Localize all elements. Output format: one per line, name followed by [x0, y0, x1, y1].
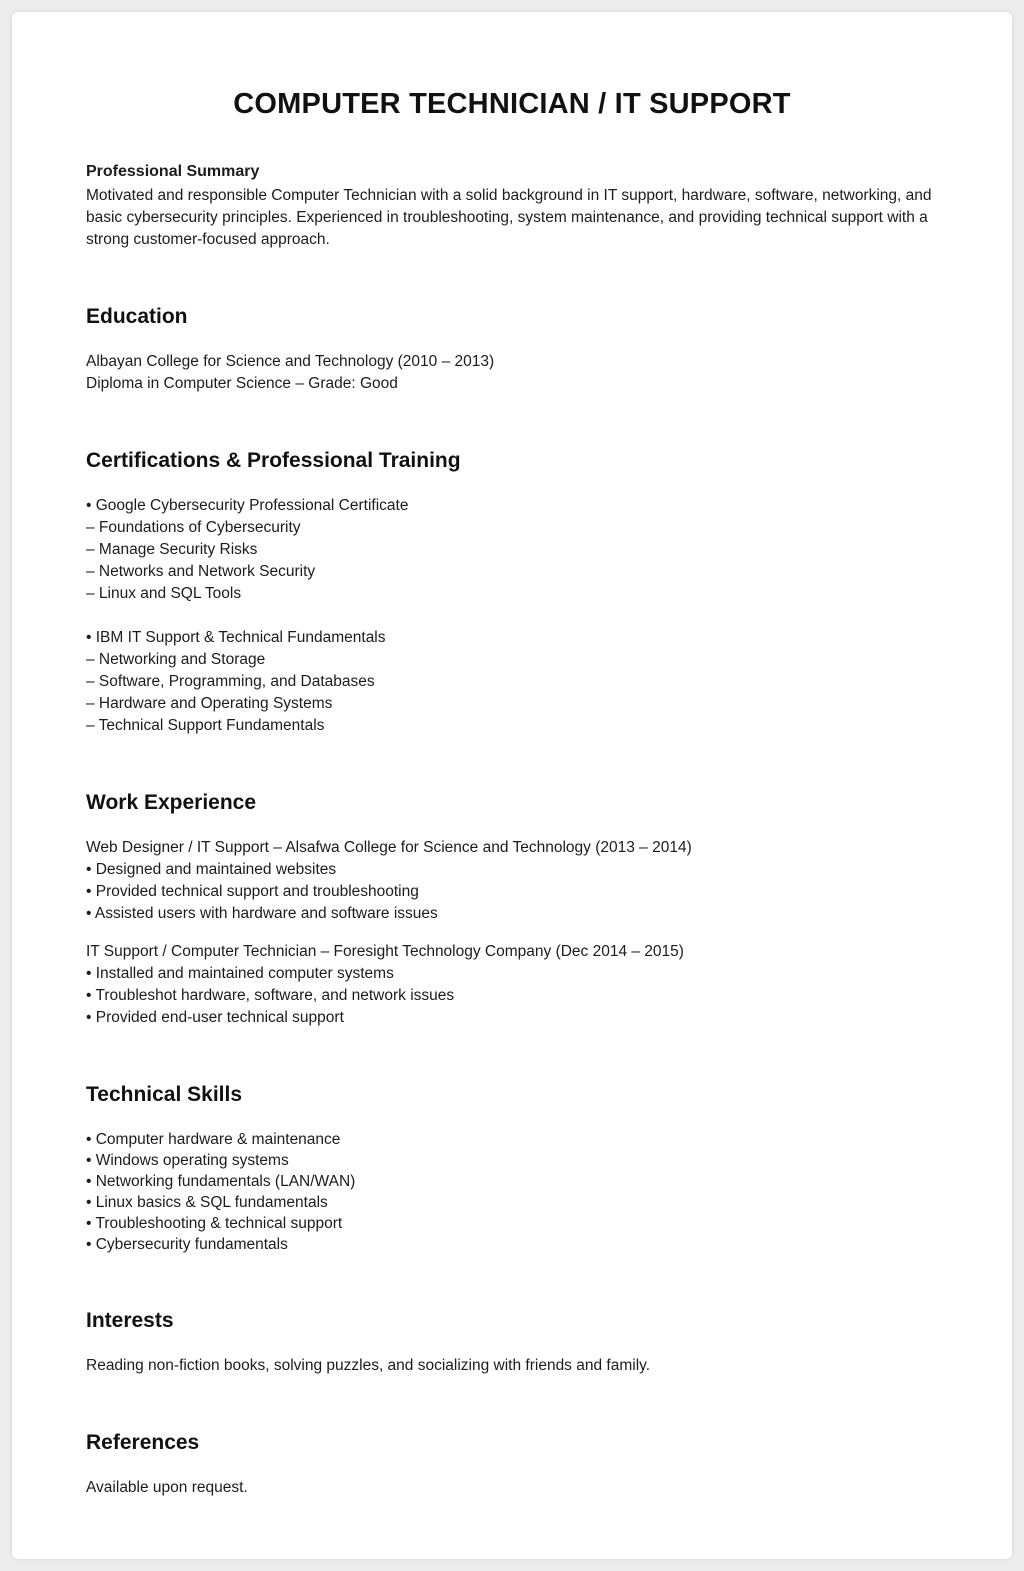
interests-heading: Interests	[86, 1309, 174, 1332]
skill-item: • Networking fundamentals (LAN/WAN)	[86, 1173, 356, 1190]
job-alsafwa	[86, 837, 938, 925]
certifications-heading: Certifications & Professional Training	[86, 449, 461, 472]
job-bullet: • Assisted users with hardware and software issues	[86, 905, 438, 922]
education-heading: Education	[86, 305, 188, 328]
skill-item: • Cybersecurity fundamentals	[86, 1236, 288, 1253]
cert-group-ibm	[86, 627, 938, 737]
cert-item: – Networking and Storage	[86, 651, 266, 668]
cert-item: – Foundations of Cybersecurity	[86, 519, 301, 536]
cert-group-title: • IBM IT Support & Technical Fundamentals	[86, 629, 386, 646]
job-bullet: • Installed and maintained computer systems	[86, 965, 394, 982]
references-heading: References	[86, 1431, 200, 1454]
section-references	[86, 1431, 938, 1499]
section-summary	[86, 163, 938, 251]
cert-item: – Software, Programming, and Databases	[86, 673, 375, 690]
job-bullet: • Provided technical support and troubleshooting	[86, 883, 419, 900]
cert-item: – Technical Support Fundamentals	[86, 717, 325, 734]
skill-item: • Linux basics & SQL fundamentals	[86, 1194, 328, 1211]
education-line: Diploma in Computer Science – Grade: Good	[86, 375, 398, 392]
cert-group-title: • Google Cybersecurity Professional Certificate	[86, 497, 409, 514]
cert-item: – Manage Security Risks	[86, 541, 258, 558]
resume-title: COMPUTER TECHNICIAN / IT SUPPORT	[233, 88, 791, 120]
summary-text: Motivated and responsible Computer Technician with a solid background in IT support, hardware, software, networking, and basic cybersecurity principles. Experienced in troubleshooting, system maintenance, and providing technical support with a strong customer-focused approach.	[86, 187, 932, 248]
section-interests	[86, 1309, 938, 1377]
job-bullet: • Provided end-user technical support	[86, 1009, 344, 1026]
job-foresight	[86, 941, 938, 1029]
summary-heading: Professional Summary	[86, 163, 260, 180]
job-bullet: • Troubleshot hardware, software, and network issues	[86, 987, 455, 1004]
section-certifications	[86, 449, 938, 737]
skill-item: • Windows operating systems	[86, 1152, 289, 1169]
references-text: Available upon request.	[86, 1479, 248, 1496]
job-bullet: • Designed and maintained websites	[86, 861, 337, 878]
skill-item: • Troubleshooting & technical support	[86, 1215, 343, 1232]
cert-group-google	[86, 495, 938, 605]
interests-text: Reading non-fiction books, solving puzzles, and socializing with friends and family.	[86, 1357, 651, 1374]
section-education	[86, 305, 938, 395]
cert-item: – Linux and SQL Tools	[86, 585, 242, 602]
resume-page	[12, 12, 1012, 1559]
work-heading: Work Experience	[86, 791, 257, 814]
education-line: Albayan College for Science and Technology (2010 – 2013)	[86, 353, 495, 370]
cert-item: – Hardware and Operating Systems	[86, 695, 333, 712]
section-technical-skills	[86, 1083, 938, 1255]
cert-item: – Networks and Network Security	[86, 563, 316, 580]
job-title: IT Support / Computer Technician – Foresight Technology Company (Dec 2014 – 2015)	[86, 943, 684, 960]
job-title: Web Designer / IT Support – Alsafwa College for Science and Technology (2013 – 2014)	[86, 839, 692, 856]
skill-item: • Computer hardware & maintenance	[86, 1131, 341, 1148]
skills-heading: Technical Skills	[86, 1083, 243, 1106]
section-work-experience	[86, 791, 938, 1029]
